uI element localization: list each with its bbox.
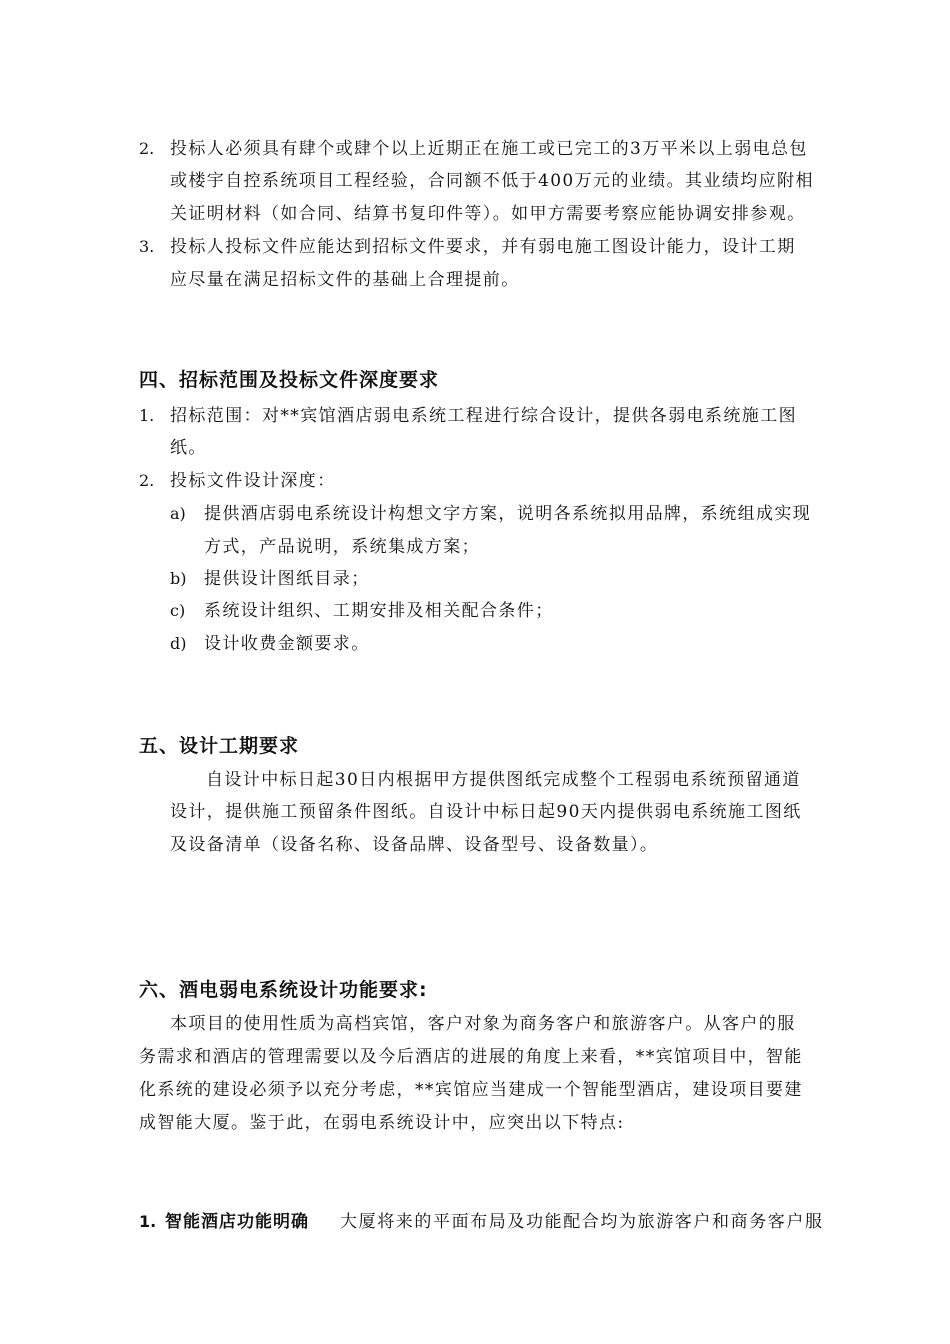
sub-list-label: c)	[170, 601, 186, 620]
paragraph-line: 关证明材料（如合同、结算书复印件等）。如甲方需要考察应能协调安排参观。	[170, 204, 806, 224]
sub-list-label: b)	[170, 569, 187, 588]
section-heading: 六、酒电弱电系统设计功能要求:	[139, 979, 428, 1001]
paragraph-line: 设计，提供施工预留条件图纸。自设计中标日起90天内提供弱电系统施工图纸	[170, 802, 802, 822]
paragraph-line: 及设备清单（设备名称、设备品牌、设备型号、设备数量）。	[170, 835, 659, 855]
paragraph-line: 或楼宇自控系统项目工程经验，合同额不低于400万元的业绩。其业绩均应附相	[170, 171, 814, 191]
paragraph-line: 大厦将来的平面布局及功能配合均为旅游客户和商务客户服	[340, 1212, 824, 1232]
paragraph-line: 系统设计组织、工期安排及相关配合条件；	[204, 601, 554, 621]
paragraph-line: 应尽量在满足招标文件的基础上合理提前。	[170, 270, 520, 290]
paragraph-line: 成智能大厦。鉴于此，在弱电系统设计中，应突出以下特点:	[139, 1113, 625, 1133]
sub-list-label: a)	[170, 504, 186, 523]
paragraph-line: 务需求和酒店的管理需要以及今后酒店的进展的角度上来看，**宾馆项目中，智能	[139, 1047, 803, 1067]
section-heading: 五、设计工期要求	[139, 735, 300, 757]
list-number: 2.	[139, 471, 155, 490]
paragraph-line: 纸。	[170, 438, 207, 458]
list-number: 1.	[139, 1212, 157, 1231]
list-number: 2.	[139, 139, 155, 158]
paragraph-line: 投标人投标文件应能达到招标文件要求，并有弱电施工图设计能力，设计工期	[170, 237, 796, 257]
paragraph-line: 本项目的使用性质为高档宾馆，客户对象为商务客户和旅游客户。从客户的服	[170, 1014, 796, 1034]
paragraph-line: 投标文件设计深度：	[170, 471, 336, 491]
paragraph-line: 提供设计图纸目录；	[204, 569, 370, 589]
sub-list-label: d)	[170, 634, 187, 653]
paragraph-line: 投标人必须具有肆个或肆个以上近期正在施工或已完工的3万平米以上弱电总包	[170, 139, 808, 159]
list-number: 1.	[139, 406, 155, 425]
paragraph-line: 化系统的建设必须予以充分考虑，**宾馆应当建成一个智能型酒店，建设项目要建	[139, 1080, 803, 1100]
paragraph-line: 提供酒店弱电系统设计构想文字方案，说明各系统拟用品牌，系统组成实现	[204, 504, 812, 524]
paragraph-line: 自设计中标日起30日内根据甲方提供图纸完成整个工程弱电系统预留通道	[206, 770, 801, 790]
item-title: 智能酒店功能明确	[165, 1212, 309, 1232]
paragraph-line: 设计收费金额要求。	[204, 634, 370, 654]
section-heading: 四、招标范围及投标文件深度要求	[139, 369, 440, 391]
paragraph-line: 招标范围：对**宾馆酒店弱电系统工程进行综合设计，提供各弱电系统施工图	[170, 406, 797, 426]
list-number: 3.	[139, 237, 155, 256]
paragraph-line: 方式，产品说明，系统集成方案；	[204, 537, 480, 557]
